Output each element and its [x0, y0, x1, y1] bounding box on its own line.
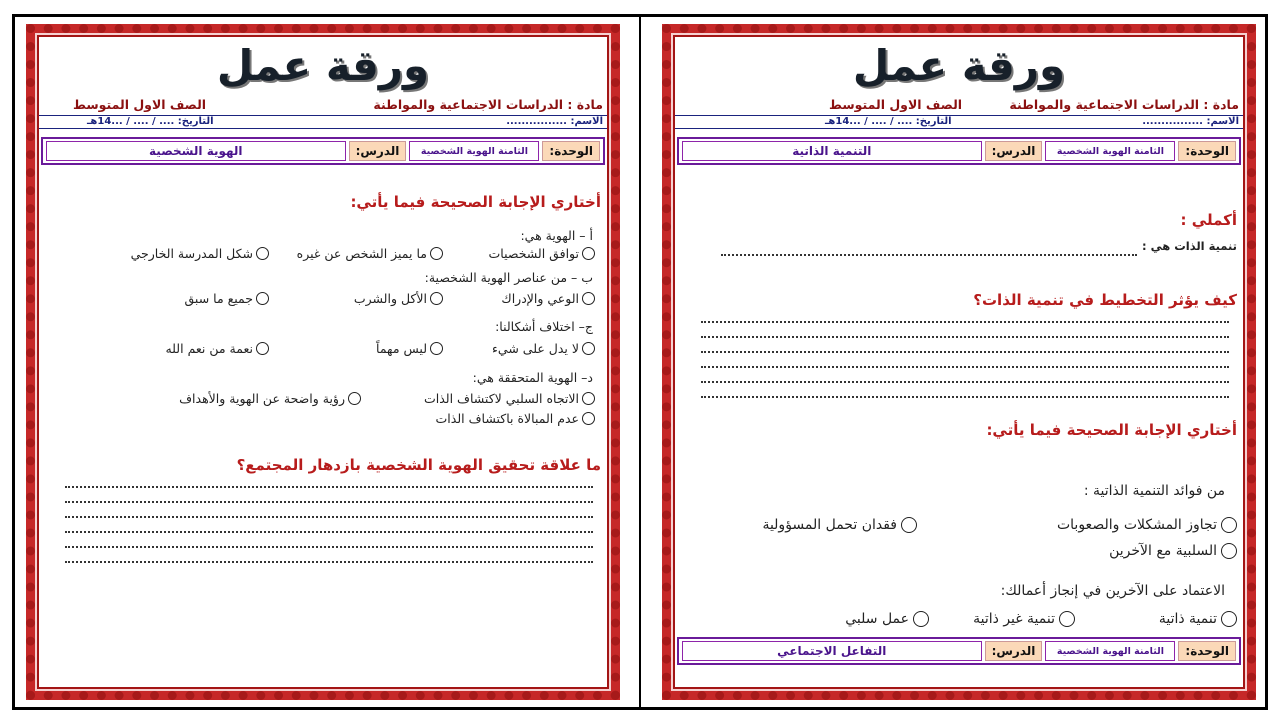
radio-circle-icon[interactable]: [582, 412, 595, 425]
unit-label: الوحدة:: [1178, 641, 1236, 661]
grade-label: الصف الاول المتوسط: [73, 97, 207, 112]
answer-line[interactable]: [701, 381, 1229, 383]
subject-label: مادة : الدراسات الاجتماعية والمواطنة: [373, 97, 603, 112]
radio-circle-icon[interactable]: [582, 342, 595, 355]
radio-circle-icon[interactable]: [901, 517, 917, 533]
radio-circle-icon[interactable]: [256, 247, 269, 260]
choose-heading: أختاري الإجابة الصحيحة فيما يأتي:: [986, 421, 1237, 439]
complete-heading: أكملي :: [1180, 211, 1237, 229]
date-field[interactable]: التاريخ: .... / .... / ...14هـ: [87, 116, 214, 127]
answer-line[interactable]: [701, 396, 1229, 398]
lesson-value: التفاعل الاجتماعي: [682, 641, 982, 661]
radio-circle-icon[interactable]: [1221, 517, 1237, 533]
lesson-value: الهوية الشخصية: [46, 141, 346, 161]
date-field[interactable]: التاريخ: .... / .... / ...14هـ: [825, 116, 952, 127]
option-c3[interactable]: نعمة من نعم الله: [165, 341, 269, 356]
grade-label: الصف الاول المتوسط: [829, 97, 963, 112]
option-d1[interactable]: الاتجاه السلبي لاكتشاف الذات: [424, 391, 595, 406]
subject-line: [43, 97, 603, 115]
answer-line[interactable]: [701, 321, 1229, 323]
page-divider: [639, 17, 641, 707]
subject-label: مادة : الدراسات الاجتماعية والمواطنة: [1009, 97, 1239, 112]
radio-circle-icon[interactable]: [256, 342, 269, 355]
radio-circle-icon[interactable]: [582, 292, 595, 305]
lesson-label: الدرس:: [985, 141, 1043, 161]
answer-line[interactable]: [65, 546, 593, 548]
question-a: أ – الهوية هي:: [520, 228, 593, 243]
option-d3[interactable]: عدم المبالاة باكتشاف الذات: [436, 411, 595, 426]
unit-label: الوحدة:: [542, 141, 600, 161]
lesson-label: الدرس:: [349, 141, 407, 161]
radio-circle-icon[interactable]: [913, 611, 929, 627]
option-a3[interactable]: شكل المدرسة الخارجي: [131, 246, 269, 261]
bottom-unit-bar: [677, 637, 1241, 665]
worksheet-right: [662, 24, 1256, 700]
unit-label: الوحدة:: [1178, 141, 1236, 161]
radio-circle-icon[interactable]: [430, 292, 443, 305]
radio-circle-icon[interactable]: [256, 292, 269, 305]
unit-value: الثامنة الهوية الشخصية: [1045, 141, 1175, 161]
name-date-line: [39, 115, 607, 129]
answer-line[interactable]: [701, 366, 1229, 368]
lesson-value: التنمية الذاتية: [682, 141, 982, 161]
essay-heading: كيف يؤثر التخطيط في تنمية الذات؟: [973, 291, 1237, 309]
unit-bar: [41, 137, 605, 165]
answer-line[interactable]: [701, 336, 1229, 338]
option-1a[interactable]: تجاوز المشكلات والصعوبات: [1057, 517, 1237, 533]
answer-line[interactable]: [65, 561, 593, 563]
option-a2[interactable]: ما يميز الشخص عن غيره: [297, 246, 443, 261]
option-2b[interactable]: تنمية غير ذاتية: [973, 611, 1075, 627]
radio-circle-icon[interactable]: [1059, 611, 1075, 627]
essay-heading: ما علاقة تحقيق الهوية الشخصية بازدهار المجتمع؟: [236, 456, 601, 474]
option-d2[interactable]: رؤية واضحة عن الهوية والأهداف: [179, 391, 361, 406]
radio-circle-icon[interactable]: [430, 342, 443, 355]
name-field[interactable]: الاسم: ................: [1142, 116, 1239, 127]
subject-line: [679, 97, 1239, 115]
name-date-line: [675, 115, 1243, 129]
option-b1[interactable]: الوعي والإدراك: [501, 291, 595, 306]
radio-circle-icon[interactable]: [430, 247, 443, 260]
lesson-label: الدرس:: [985, 641, 1043, 661]
option-1b[interactable]: فقدان تحمل المسؤولية: [762, 517, 917, 533]
answer-line[interactable]: [65, 486, 593, 488]
question-1: من فوائد التنمية الذاتية :: [1083, 483, 1225, 499]
option-b2[interactable]: الأكل والشرب: [354, 291, 443, 306]
option-1c[interactable]: السلبية مع الآخرين: [1109, 543, 1237, 559]
option-2c[interactable]: عمل سلبي: [845, 611, 929, 627]
answer-line[interactable]: [721, 254, 1137, 256]
worksheet-title: ورقة عمل: [852, 41, 1066, 90]
radio-circle-icon[interactable]: [348, 392, 361, 405]
answer-line[interactable]: [65, 531, 593, 533]
answer-line[interactable]: [65, 516, 593, 518]
choose-heading: أختاري الإجابة الصحيحة فيما يأتي:: [350, 193, 601, 211]
radio-circle-icon[interactable]: [1221, 543, 1237, 559]
worksheet-left: [26, 24, 620, 700]
name-field[interactable]: الاسم: ................: [506, 116, 603, 127]
worksheet-title: ورقة عمل: [216, 41, 430, 90]
question-d: د– الهوية المتحققة هي:: [472, 370, 593, 385]
question-c: ج– اختلاف أشكالنا:: [495, 319, 593, 334]
radio-circle-icon[interactable]: [582, 392, 595, 405]
option-c1[interactable]: لا يدل على شيء: [492, 341, 595, 356]
option-b3[interactable]: جميع ما سبق: [185, 291, 270, 306]
radio-circle-icon[interactable]: [582, 247, 595, 260]
unit-value: الثامنة الهوية الشخصية: [1045, 641, 1175, 661]
complete-prompt: تنمية الذات هي :: [1141, 239, 1237, 253]
question-2: الاعتماد على الآخرين في إنجاز أعمالك:: [1000, 583, 1225, 599]
unit-value: الثامنة الهوية الشخصية: [409, 141, 539, 161]
question-b: ب – من عناصر الهوية الشخصية:: [424, 270, 593, 285]
radio-circle-icon[interactable]: [1221, 611, 1237, 627]
option-a1[interactable]: توافق الشخصيات: [489, 246, 595, 261]
option-2a[interactable]: تنمية ذاتية: [1159, 611, 1237, 627]
answer-line[interactable]: [65, 501, 593, 503]
unit-bar: [677, 137, 1241, 165]
answer-line[interactable]: [701, 351, 1229, 353]
option-c2[interactable]: ليس مهماً: [376, 341, 443, 356]
